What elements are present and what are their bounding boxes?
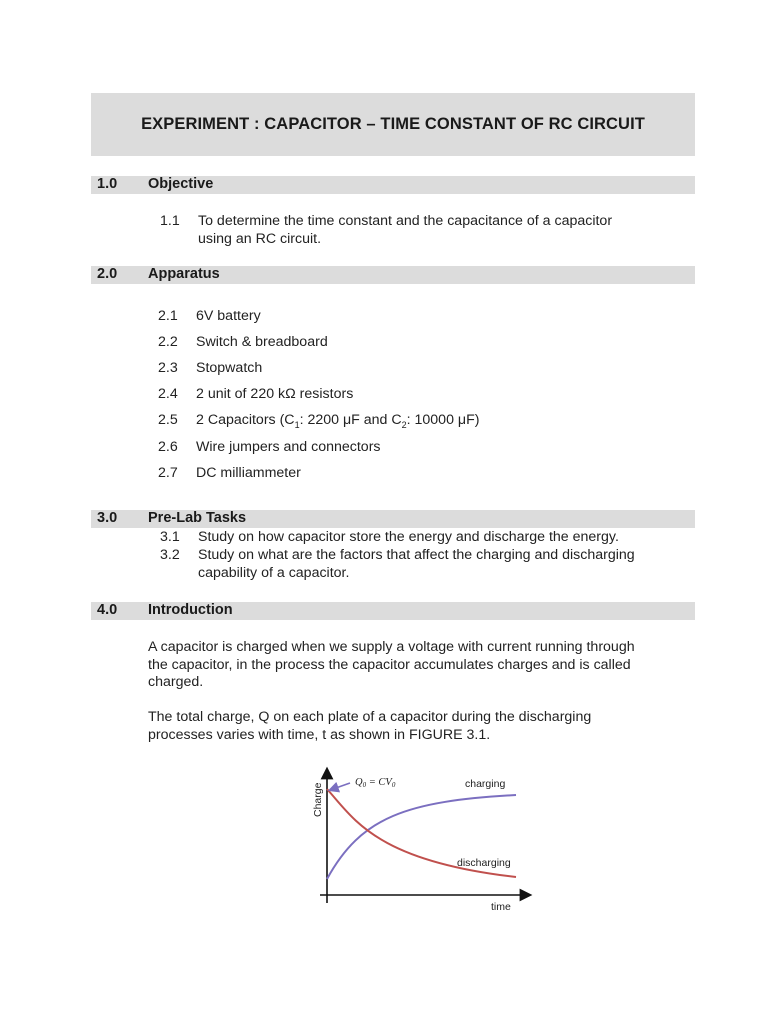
item-number: 1.1 [160, 213, 180, 229]
discharging-label: discharging [457, 857, 511, 869]
apparatus-item: 2 unit of 220 kΩ resistors [196, 386, 354, 402]
objective-text-line1: To determine the time constant and the capacitance of a capacitor [198, 213, 613, 229]
item-number: 2.5 [158, 412, 178, 428]
q0-pointer-arrow [333, 783, 350, 789]
x-axis-label: time [491, 901, 511, 913]
prelab-item-line2: capability of a capacitor. [198, 565, 350, 581]
prelab-item-line1: Study on what are the factors that affect the charging and discharging [198, 547, 635, 563]
charging-label: charging [465, 778, 506, 790]
section-title-objective: Objective [148, 176, 214, 192]
apparatus-item: 6V battery [196, 308, 261, 324]
intro-paragraph-2-line1: The total charge, Q on each plate of a capacitor during the discharging [148, 709, 592, 725]
charge-time-graph [306, 765, 536, 915]
section-number: 2.0 [97, 266, 118, 282]
item-number: 2.1 [158, 308, 178, 324]
apparatus-item: Switch & breadboard [196, 334, 328, 350]
intro-paragraph-1-line3: charged. [148, 674, 204, 690]
item-number: 2.7 [158, 465, 178, 481]
apparatus-item: Stopwatch [196, 360, 263, 376]
apparatus-item-capacitors: 2 Capacitors ($C_1$: 2200 μF and $C_2$: 10000 μF) [196, 412, 480, 430]
page-title: EXPERIMENT : CAPACITOR – TIME CONSTANT OF RC CIRCUIT [141, 115, 645, 133]
item-number: 3.1 [160, 529, 180, 545]
section-number: 1.0 [97, 176, 118, 192]
intro-paragraph-1-line1: A capacitor is charged when we supply a voltage with current running through [148, 639, 635, 655]
item-number: 2.3 [158, 360, 178, 376]
section-title-introduction: Introduction [148, 602, 233, 618]
section-title-apparatus: Apparatus [148, 266, 220, 282]
q0-formula: Q0 = CV0 [355, 777, 396, 789]
apparatus-item: Wire jumpers and connectors [196, 439, 381, 455]
objective-text-line2: using an RC circuit. [198, 231, 322, 247]
item-number: 2.6 [158, 439, 178, 455]
section-number: 4.0 [97, 602, 118, 618]
prelab-item: Study on how capacitor store the energy and discharge the energy. [198, 529, 619, 545]
title-banner [91, 93, 695, 156]
section-number: 3.0 [97, 510, 118, 526]
item-number: 2.4 [158, 386, 178, 402]
section-title-prelab: Pre-Lab Tasks [148, 510, 247, 526]
intro-paragraph-1-line2: the capacitor, in the process the capacitor accumulates charges and is called [148, 657, 631, 673]
item-number: 2.2 [158, 334, 178, 350]
intro-paragraph-2-line2: processes varies with time, t as shown in FIGURE 3.1. [148, 727, 491, 743]
charge-time-figure [306, 765, 536, 915]
apparatus-item: DC milliammeter [196, 465, 301, 481]
y-axis-label: Charge [312, 782, 324, 817]
item-number: 3.2 [160, 547, 180, 563]
